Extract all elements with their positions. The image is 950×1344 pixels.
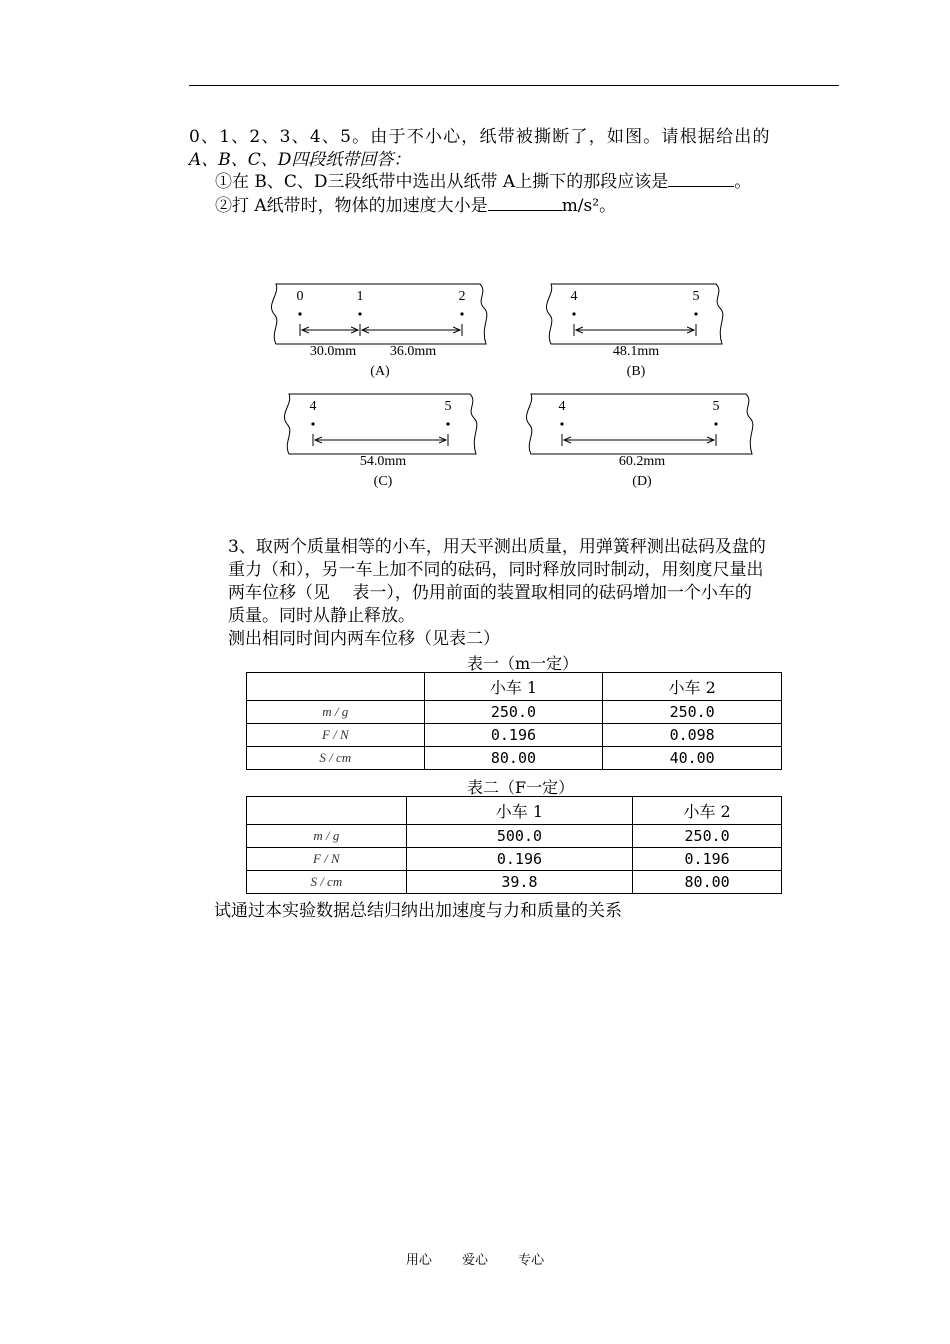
- cell: 0.196: [406, 848, 633, 871]
- cell: 0.196: [424, 724, 603, 747]
- page-footer: [0, 1249, 950, 1268]
- table2: [246, 796, 782, 894]
- table2-caption: 表二（F一定）: [467, 778, 575, 797]
- table-row: [247, 825, 782, 848]
- table1: [246, 672, 782, 770]
- table1-caption: 表一（m一定）: [467, 654, 579, 673]
- tape-a-dot-1: [358, 312, 361, 315]
- tape-b: [546, 284, 722, 379]
- table-row: [247, 747, 782, 770]
- tape-d-dot-4: [560, 422, 563, 425]
- question-2-unit: m/s²。: [561, 196, 617, 216]
- cell: 39.8: [406, 871, 633, 894]
- tape-a-point-2: 2: [458, 289, 466, 304]
- tape-a-point-0: 0: [296, 289, 304, 304]
- tape-c: [284, 394, 476, 489]
- problem2-line2: A、B、C、D四段纸带回答：: [189, 150, 411, 170]
- tape-d-label: (D): [632, 474, 652, 489]
- tape-b-point-5: 5: [692, 289, 700, 304]
- tape-diagram: [0, 0, 950, 520]
- cell: 250.0: [633, 825, 782, 848]
- table-row: [247, 724, 782, 747]
- table1-header-row: [247, 673, 782, 701]
- table2-header-car1: 小车 1: [406, 797, 633, 825]
- table-row: [247, 701, 782, 724]
- problem3-line1: 3、取两个质量相等的小车，用天平测出质量，用弹簧秤测出砝码及盘的: [228, 537, 766, 557]
- cell: 40.00: [603, 747, 782, 770]
- row-label: S / cm: [247, 871, 407, 894]
- table1-header-empty: [247, 673, 425, 701]
- cell: 250.0: [603, 701, 782, 724]
- problem3-line3: 两车位移（见 表一），仍用前面的装置取相同的砝码增加一个小车的: [228, 583, 752, 603]
- tape-d-dot-5: [714, 422, 717, 425]
- table2-header-row: [247, 797, 782, 825]
- cell: 500.0: [406, 825, 633, 848]
- problem2-line1: 0、1、2、3、4、5。由于不小心，纸带被撕断了，如图。请根据给出的: [189, 127, 771, 147]
- footer-item: 专心: [518, 1253, 545, 1268]
- tape-b-dot-4: [572, 312, 575, 315]
- tape-b-dist: 48.1mm: [612, 344, 660, 359]
- footer-item: 爱心: [461, 1253, 488, 1268]
- tape-a: [271, 284, 486, 379]
- question-2-text: ②打 A纸带时，物体的加速度大小是: [215, 196, 488, 216]
- tape-c-dot-4: [311, 422, 314, 425]
- table-row: [247, 848, 782, 871]
- footer-item: 用心: [405, 1253, 432, 1268]
- tape-b-point-4: 4: [570, 289, 578, 304]
- tape-b-dot-5: [694, 312, 697, 315]
- cell: 0.196: [633, 848, 782, 871]
- tape-c-dot-5: [446, 422, 449, 425]
- problem3-line2: 重力（和），另一车上加不同的砝码，同时释放同时制动，用刻度尺量出: [228, 560, 764, 580]
- question-1-suffix: 。: [734, 172, 752, 192]
- row-label: F / N: [247, 724, 425, 747]
- tape-a-dist-1: 30.0mm: [309, 344, 357, 359]
- tape-a-dot-0: [298, 312, 301, 315]
- tape-c-dist: 54.0mm: [359, 454, 407, 469]
- cell: 0.098: [603, 724, 782, 747]
- tape-a-label: (A): [370, 364, 390, 379]
- problem3-line5: 测出相同时间内两车位移（见表二）: [228, 629, 500, 649]
- table1-header-car1: 小车 1: [424, 673, 603, 701]
- cell: 80.00: [633, 871, 782, 894]
- question-1-text: ①在 B、C、D三段纸带中选出从纸带 A上撕下的那段应该是: [215, 172, 669, 192]
- row-label: m / g: [247, 825, 407, 848]
- table2-header-car2: 小车 2: [633, 797, 782, 825]
- tape-d-point-4: 4: [558, 399, 566, 414]
- row-label: F / N: [247, 848, 407, 871]
- cell: 250.0: [424, 701, 603, 724]
- cell: 80.00: [424, 747, 603, 770]
- tape-a-dist-2: 36.0mm: [389, 344, 437, 359]
- problem3-line4: 质量。同时从静止释放。: [228, 606, 415, 626]
- table2-header-empty: [247, 797, 407, 825]
- row-label: S / cm: [247, 747, 425, 770]
- tape-d-dist: 60.2mm: [618, 454, 666, 469]
- tape-c-point-4: 4: [309, 399, 317, 414]
- tape-d-point-5: 5: [712, 399, 720, 414]
- tape-d: [526, 394, 752, 489]
- table1-header-car2: 小车 2: [603, 673, 782, 701]
- tape-c-label: (C): [373, 474, 393, 489]
- tape-a-point-1: 1: [356, 289, 364, 304]
- row-label: m / g: [247, 701, 425, 724]
- tape-c-point-5: 5: [444, 399, 452, 414]
- tape-b-label: (B): [626, 364, 646, 379]
- table-row: [247, 871, 782, 894]
- tape-a-dot-2: [460, 312, 463, 315]
- problem3-closing: 试通过本实验数据总结归纳出加速度与力和质量的关系: [214, 901, 622, 921]
